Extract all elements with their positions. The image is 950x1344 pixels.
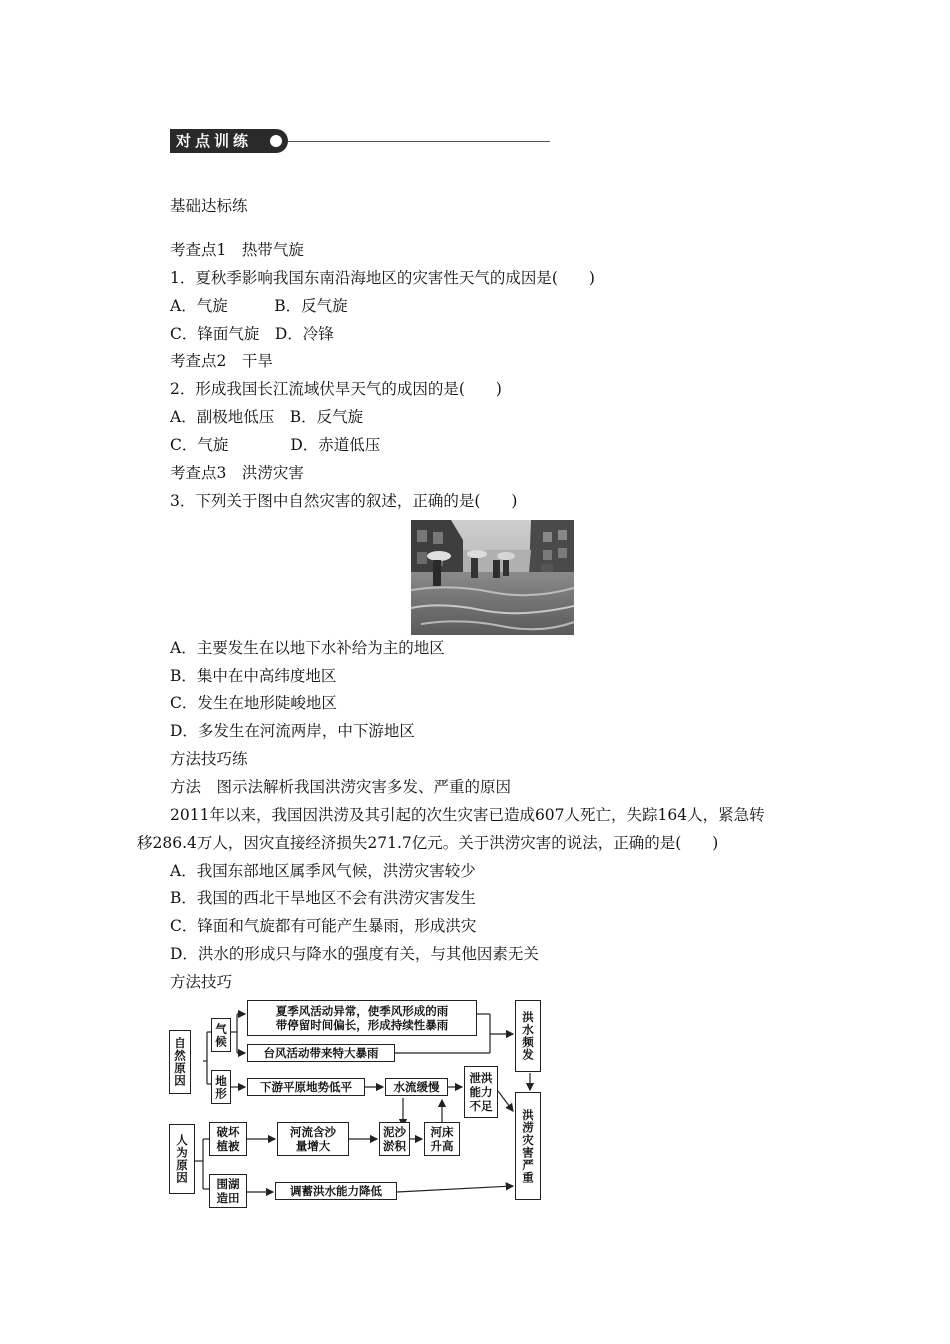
q2-options-row2: C．气旋 D．赤道低压 xyxy=(170,436,381,454)
climate-box xyxy=(211,1018,231,1052)
riverbed-box xyxy=(424,1122,460,1156)
human-causes-box xyxy=(169,1124,195,1194)
disaster-severe-label: 洪涝灾害严重 xyxy=(521,1108,535,1184)
natural-causes-box xyxy=(169,1030,191,1094)
silt-box xyxy=(379,1122,410,1156)
terrain-label: 地形 xyxy=(214,1074,228,1100)
point1-title: 考查点1 热带气旋 xyxy=(170,241,304,259)
discharge-box xyxy=(464,1066,498,1118)
storage-box xyxy=(275,1182,397,1200)
bullet-icon xyxy=(270,135,282,147)
q1-options-row1: A．气旋 B．反气旋 xyxy=(170,297,348,315)
q3-stem: 3．下列关于图中自然灾害的叙述，正确的是( ) xyxy=(170,492,518,510)
sediment-line1: 河流含沙 xyxy=(290,1125,336,1139)
section-method-title: 方法技巧练 xyxy=(170,750,248,768)
header-divider xyxy=(288,141,550,142)
q3-option-a: A．主要发生在以地下水补给为主的地区 xyxy=(170,639,445,657)
section-header-box xyxy=(170,129,288,153)
q4-stem-line2: 移286.4万人，因灾直接经济损失271.7亿元。关于洪涝灾害的说法，正确的是( ) xyxy=(137,834,719,852)
q4-option-c: C．锋面和气旋都有可能产生暴雨，形成洪灾 xyxy=(170,917,477,935)
slow-flow-box xyxy=(385,1078,448,1096)
q3-option-c: C．发生在地形陡峻地区 xyxy=(170,694,337,712)
flood-photo xyxy=(411,520,574,635)
disaster-severe-box xyxy=(515,1092,541,1200)
human-causes-label: 人为原因 xyxy=(175,1134,189,1184)
q3-option-b: B．集中在中高纬度地区 xyxy=(170,667,337,685)
q4-option-a: A．我国东部地区属季风气候，洪涝灾害较少 xyxy=(170,862,476,880)
section-header xyxy=(170,129,550,153)
q4-option-d: D．洪水的形成只与降水的强度有关，与其他因素无关 xyxy=(170,945,539,963)
climate-label: 气候 xyxy=(214,1022,228,1048)
section-header-label: 对点训练 xyxy=(176,132,253,150)
flood-frequent-box xyxy=(515,1000,541,1072)
q2-stem: 2．形成我国长江流域伏旱天气的成因的是( ) xyxy=(170,380,502,398)
q2-options-row1: A．副极地低压 B．反气旋 xyxy=(170,408,364,426)
sediment-box xyxy=(277,1122,349,1156)
reclaim-label: 围湖造田 xyxy=(216,1177,240,1205)
typhoon-label: 台风活动带来特大暴雨 xyxy=(263,1046,379,1060)
silt-label: 泥沙淤积 xyxy=(383,1125,406,1153)
q3-option-d: D．多发生在河流两岸，中下游地区 xyxy=(170,722,415,740)
sediment-line2: 量增大 xyxy=(295,1139,331,1153)
monsoon-line2: 带停留时间偏长，形成持续性暴雨 xyxy=(275,1018,449,1032)
riverbed-label: 河床升高 xyxy=(430,1125,454,1153)
q4-stem-line1: 2011年以来，我国因洪涝及其引起的次生灾害已造成607人死亡，失踪164人，紧急转 xyxy=(170,806,765,824)
deforest-label: 破坏植被 xyxy=(216,1125,240,1153)
flood-causes-flowchart xyxy=(165,996,545,1206)
lowland-box xyxy=(247,1078,365,1096)
typhoon-box xyxy=(247,1044,395,1062)
flood-frequent-label: 洪水频发 xyxy=(521,1011,535,1061)
monsoon-line1: 夏季风活动异常，使季风形成的雨 xyxy=(275,1004,449,1018)
method-tips-title: 方法技巧 xyxy=(170,973,233,991)
section-basic-title: 基础达标练 xyxy=(170,197,248,215)
point2-title: 考查点2 干旱 xyxy=(170,352,273,370)
method-title: 方法 图示法解析我国洪涝灾害多发、严重的原因 xyxy=(170,778,512,796)
deforest-box xyxy=(209,1122,247,1156)
slow-flow-label: 水流缓慢 xyxy=(393,1080,440,1094)
q1-stem: 1．夏秋季影响我国东南沿海地区的灾害性天气的成因是( ) xyxy=(170,269,595,287)
terrain-box xyxy=(211,1070,231,1104)
q4-option-b: B．我国的西北干旱地区不会有洪涝灾害发生 xyxy=(170,889,476,907)
point3-title: 考查点3 洪涝灾害 xyxy=(170,464,304,482)
lowland-label: 下游平原地势低平 xyxy=(260,1080,352,1094)
natural-causes-label: 自然原因 xyxy=(173,1037,187,1087)
storage-label: 调蓄洪水能力降低 xyxy=(290,1184,382,1198)
reclaim-box xyxy=(209,1174,247,1208)
monsoon-box xyxy=(247,1000,477,1036)
discharge-label: 泄洪能力不足 xyxy=(469,1071,493,1113)
q1-options-row2: C．锋面气旋 D．冷锋 xyxy=(170,325,334,343)
